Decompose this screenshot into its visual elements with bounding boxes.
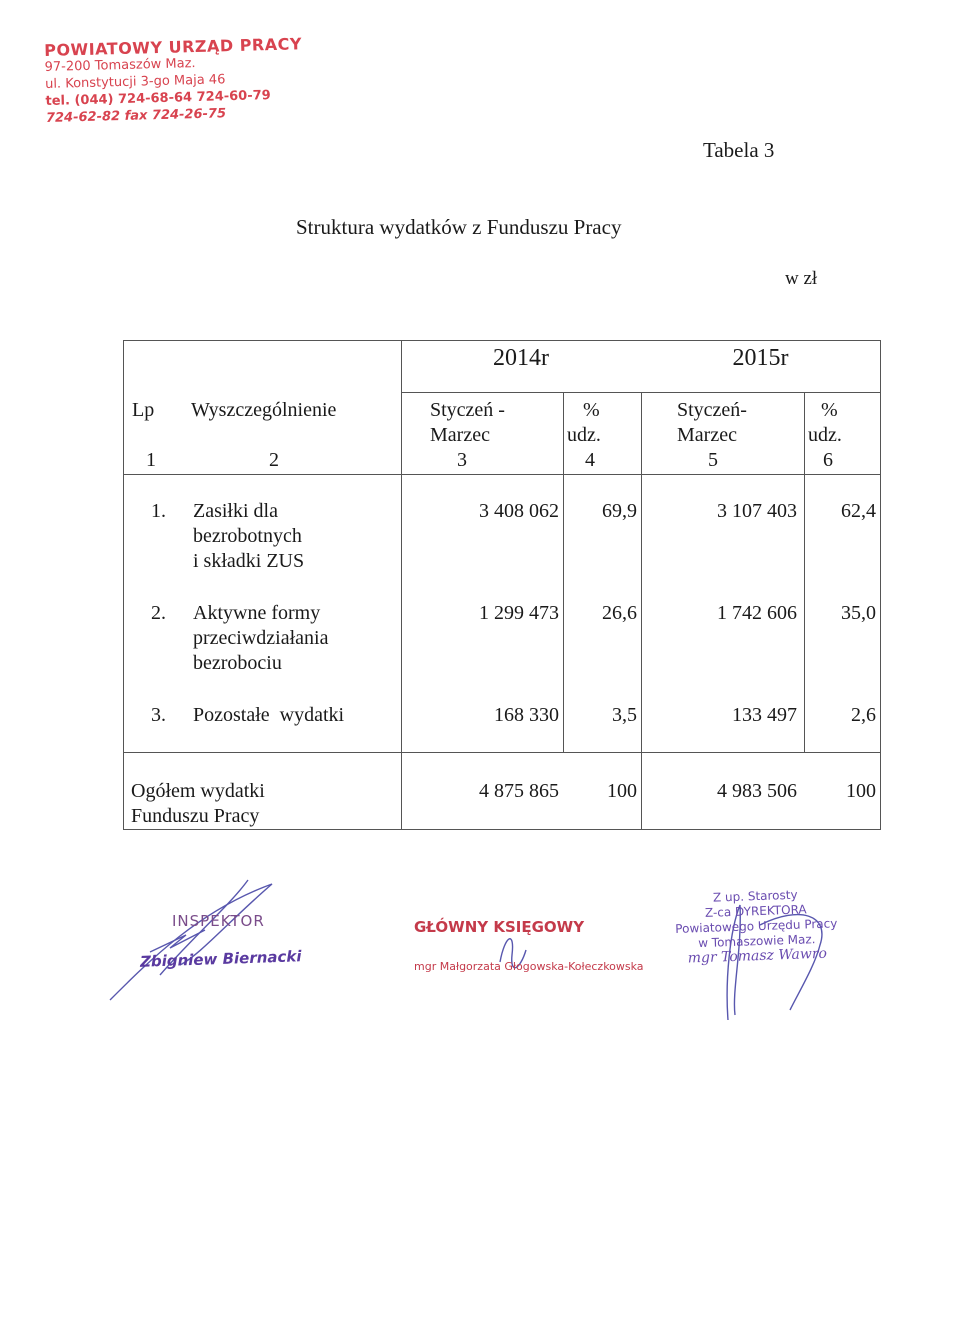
row-description: Aktywne formy xyxy=(193,602,321,624)
share-2015: 62,4 xyxy=(841,500,876,522)
value-2014: 3 408 062 xyxy=(479,500,559,522)
stamp-line: POWIATOWY URZĄD PRACY xyxy=(43,34,303,60)
total-2014: 4 875 865 xyxy=(479,780,559,802)
column-number: 2 xyxy=(269,449,279,471)
column-number: 5 xyxy=(708,449,718,471)
value-2015: 133 497 xyxy=(732,704,797,726)
share-2014: 26,6 xyxy=(602,602,637,624)
director-stamp xyxy=(674,886,839,967)
inspector-name: Zbigniew Biernacki xyxy=(139,947,302,971)
row-number: 2. xyxy=(151,602,166,624)
header-share-2015: udz. xyxy=(808,424,842,446)
row-number: 3. xyxy=(151,704,166,726)
stamp-line: 724-62-82 fax 724-26-75 xyxy=(45,106,227,126)
header-period-2014: Styczeń - xyxy=(430,399,505,421)
header-period-2015: Marzec xyxy=(677,424,737,446)
director-stamp-line: Powiatowego Urzędu Pracy xyxy=(675,916,838,936)
row-description: bezrobotnych xyxy=(193,525,302,547)
year-header-2014: 2014r xyxy=(493,345,549,371)
row-description: Zasiłki dla xyxy=(193,500,278,522)
column-number: 4 xyxy=(585,449,595,471)
inspector-stamp: INSPEKTOR xyxy=(172,912,265,930)
total-share-2015: 100 xyxy=(846,780,876,802)
stamp-line: 97-200 Tomaszów Maz. xyxy=(44,56,196,75)
header-period-2014: Marzec xyxy=(430,424,490,446)
column-number: 1 xyxy=(146,449,156,471)
row-description: Pozostałe wydatki xyxy=(193,704,345,726)
director-stamp-line: Z up. Starosty xyxy=(712,887,798,905)
value-2015: 3 107 403 xyxy=(717,500,797,522)
document-title: Struktura wydatków z Funduszu Pracy xyxy=(296,215,622,239)
share-2015: 35,0 xyxy=(841,602,876,624)
row-description: i składki ZUS xyxy=(193,550,305,572)
share-2014: 3,5 xyxy=(612,704,637,726)
total-share-2014: 100 xyxy=(607,780,637,802)
chief-accountant-name: mgr Małgorzata Głogowska-Kołeczkowska xyxy=(414,960,644,973)
value-2014: 168 330 xyxy=(494,704,559,726)
header-share-2014: % xyxy=(583,399,600,421)
stamp-line: tel. (044) 724-68-64 724-60-79 xyxy=(45,88,271,109)
row-number: 1. xyxy=(151,500,166,522)
value-2014: 1 299 473 xyxy=(479,602,559,624)
currency-unit: w zł xyxy=(785,268,818,289)
column-number: 3 xyxy=(457,449,467,471)
director-stamp-line: Z-ca DYREKTORA xyxy=(704,902,807,920)
header-lp: Lp xyxy=(132,399,155,421)
share-2015: 2,6 xyxy=(851,704,876,726)
director-name: mgr Tomasz Wawro xyxy=(687,945,828,967)
header-period-2015: Styczeń- xyxy=(677,399,747,421)
header-share-2014: udz. xyxy=(567,424,601,446)
total-2015: 4 983 506 xyxy=(717,780,797,802)
table-number: Tabela 3 xyxy=(703,138,775,162)
year-header-2015: 2015r xyxy=(732,345,789,371)
total-description: Funduszu Pracy xyxy=(131,805,260,827)
row-description: bezrobociu xyxy=(193,652,282,674)
header-description: Wyszczególnienie xyxy=(191,399,337,421)
value-2015: 1 742 606 xyxy=(717,602,797,624)
total-description: Ogółem wydatki xyxy=(131,780,265,802)
row-description: przeciwdziałania xyxy=(193,627,329,649)
header-share-2015: % xyxy=(821,399,838,421)
stamp-line: ul. Konstytucji 3-go Maja 46 xyxy=(44,72,226,92)
column-number: 6 xyxy=(823,449,833,471)
director-stamp-line: w Tomaszowie Maz. xyxy=(697,932,816,951)
share-2014: 69,9 xyxy=(602,500,637,522)
chief-accountant-title: GŁÓWNY KSIĘGOWY xyxy=(414,918,585,936)
